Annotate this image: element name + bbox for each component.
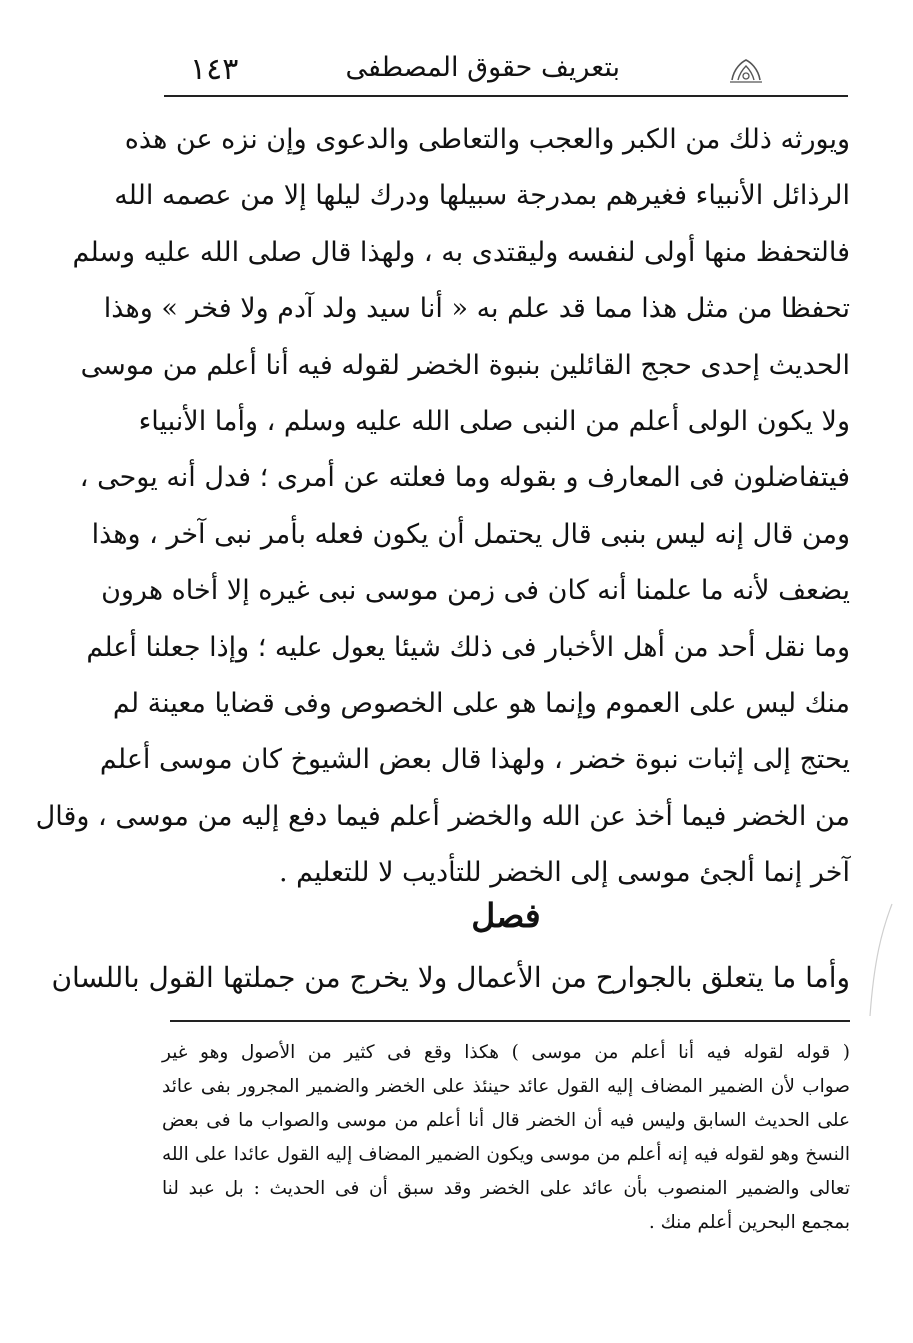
text-line: تحفظا من مثل هذا مما قد علم به « أنا سيد ولد آدم ولا فخر » وهذا [103,293,850,325]
section-heading: فصل [471,896,541,935]
header-divider [164,95,848,97]
main-text-block [35,112,850,901]
text-line: ومن قال إنه ليس بنبى قال يحتمل أن يكون فعله بأمر نبى آخر ، وهذا [91,518,850,550]
footnote-line: بمجمع البحرين أعلم منك . [648,1212,850,1233]
text-line: الرذائل الأنبياء فغيرهم بمدرجة سبيلها ودرك ليلها إلا من عصمه الله [114,180,850,212]
text-line: ولا يكون الولى أعلم من النبى صلى الله عليه وسلم ، وأما الأنبياء [138,405,850,437]
text-line: فالتحفظ منها أولى لنفسه وليقتدى به ، ولهذا قال صلى الله عليه وسلم [72,236,850,268]
ornament-icon [728,56,764,86]
text-line: الحديث إحدى حجج القائلين بنبوة الخضر لقوله فيه أنا أعلم من موسى [80,349,850,381]
text-line: من الخضر فيما أخذ عن الله والخضر أعلم فيما دفع إليه من موسى ، وقال [35,800,850,832]
footnote-line: النسخ وهو لقوله فيه إنه أعلم من موسى ويكون الضمير المضاف إليه القول عائدا على الله [162,1144,850,1165]
section-first-line: وأما ما يتعلق بالجوارح من الأعمال ولا يخرج من جملتها القول باللسان [51,961,850,994]
footnote-line: ( قوله لقوله فيه أنا أعلم من موسى ) هكذا وقع فى كثير من الأصول وهو غير [162,1042,850,1063]
page-number: ١٤٣ [190,52,239,87]
footnote-divider [170,1020,850,1022]
text-line: آخر إنما ألجئ موسى إلى الخضر للتأديب لا للتعليم . [278,857,850,889]
text-line: يضعف لأنه ما علمنا أنه كان فى زمن موسى نبى غيره إلا أخاه هرون [101,575,850,607]
text-line: وما نقل أحد من أهل الأخبار فى ذلك شيئا يعول عليه ؛ وإذا جعلنا أعلم [86,631,850,663]
text-line: ويورثه ذلك من الكبر والعجب والتعاطى والدعوى وإن نزه عن هذه [124,124,850,155]
footnote-line: صواب لأن الضمير المضاف إليه القول عائد حينئذ على الخضر والضمير المجرور بفى عائد [162,1076,850,1097]
text-line: يحتج إلى إثبات نبوة خضر ، ولهذا قال بعض الشيوخ كان موسى أعلم [99,744,850,776]
text-line: منك ليس على العموم وإنما هو على الخصوص وفى قضايا معينة لم [112,687,850,719]
footnote-block [162,1036,850,1240]
page-mark-icon [862,900,902,1020]
text-line: فيتفاضلون فى المعارف و بقوله وما فعلته عن أمرى ؛ فدل أنه يوحى ، [79,462,850,494]
running-title: بتعريف حقوق المصطفى [345,52,620,83]
footnote-line: على الحديث السابق وليس فيه أن الخضر قال أنا أعلم من موسى والصواب ما فى بعض [162,1110,850,1131]
footnote-line: تعالى والضمير المنصوب بأن عائد على الخضر وقد سبق أن فى الحديث : بل عبد لنا [162,1178,850,1199]
